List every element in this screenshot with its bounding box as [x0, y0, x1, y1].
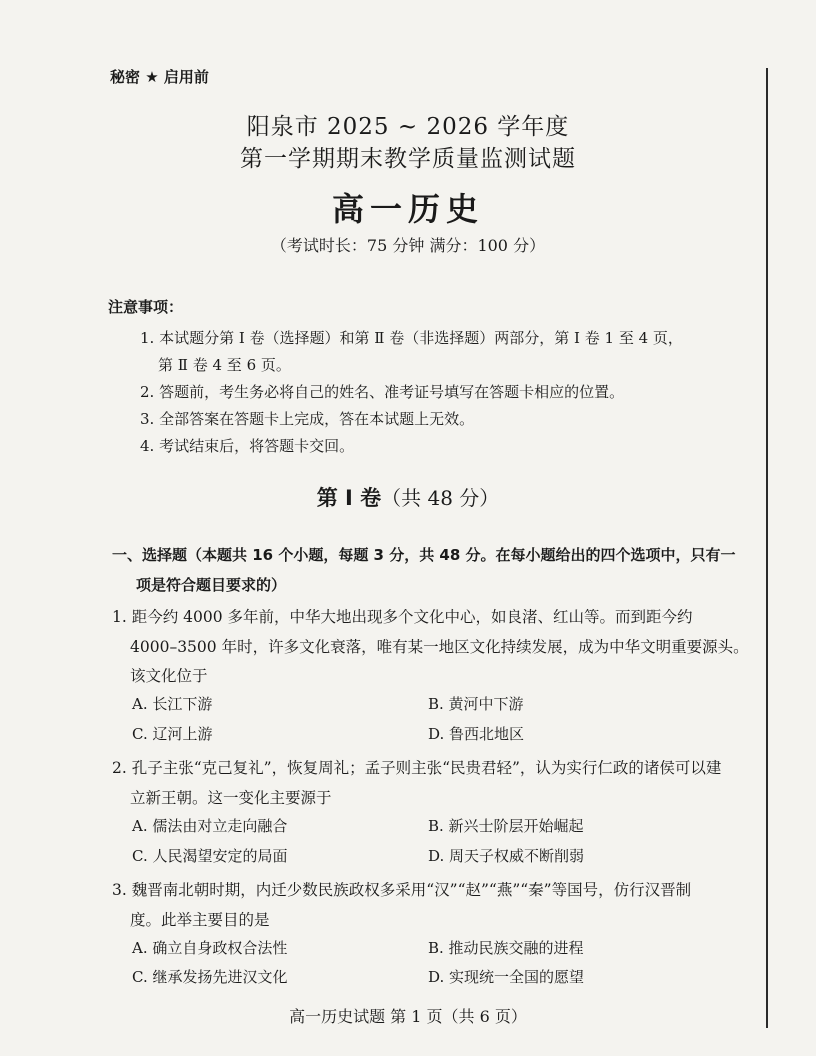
- question-2-option-a: A. 儒法由对立走向融合: [132, 817, 288, 835]
- note-item: 2. 答题前，考生务必将自己的姓名、准考证号填写在答题卡相应的位置。: [140, 383, 625, 401]
- question-2-option-d: D. 周天子权威不断削弱: [428, 847, 585, 865]
- question-1-option-d: D. 鲁西北地区: [428, 725, 525, 743]
- exam-title-line1: 阳泉市 2025 ~ 2026 学年度: [246, 114, 570, 140]
- note-item: 3. 全部答案在答题卡上完成，答在本试题上无效。: [140, 410, 475, 428]
- question-2-stem: 立新王朝。这一变化主要源于: [130, 789, 332, 807]
- notes-heading: 注意事项：: [108, 298, 184, 316]
- question-1-stem: 该文化位于: [130, 667, 208, 685]
- subject-title: 高一历史: [331, 190, 484, 228]
- exam-duration: （考试时长：75 分钟 满分：100 分）: [270, 236, 546, 255]
- note-item: 4. 考试结束后，将答题卡交回。: [140, 437, 355, 455]
- question-2-stem: 2. 孔子主张“克己复礼”，恢复周礼；孟子则主张“民贵君轻”，认为实行仁政的诸侯可以建: [112, 759, 722, 777]
- question-3-stem: 度。此举主要目的是: [130, 911, 270, 929]
- part-title: 第 Ⅰ 卷: [316, 486, 382, 510]
- question-3-stem: 3. 魏晋南北朝时期，内迁少数民族政权多采用“汉”“赵”“燕”“秦”等国号，仿行汉晋制: [112, 881, 692, 899]
- section-heading-cont: 项是符合题目要求的）: [136, 576, 287, 594]
- question-3-option-a: A. 确立自身政权合法性: [132, 939, 288, 957]
- question-1-option-c: C. 辽河上游: [132, 725, 213, 743]
- page-footer: 高一历史试题 第 1 页（共 6 页）: [289, 1007, 527, 1026]
- secret-label: 秘密 ★ 启用前: [110, 68, 209, 86]
- part-heading: [0, 482, 816, 512]
- note-item: 第 Ⅱ 卷 4 至 6 页。: [158, 356, 291, 374]
- exam-title-line2: 第一学期期末教学质量监测试题: [240, 146, 576, 172]
- question-2-option-b: B. 新兴士阶层开始崛起: [428, 817, 584, 835]
- section-heading: 一、选择题（本题共 16 个小题，每题 3 分，共 48 分。在每小题给出的四个选项中，只有一: [112, 546, 736, 564]
- part-score: （共 48 分）: [381, 486, 500, 510]
- note-item: 1. 本试题分第 Ⅰ 卷（选择题）和第 Ⅱ 卷（非选择题）两部分，第 Ⅰ 卷 1 至 4 页，: [140, 329, 683, 347]
- question-2-option-c: C. 人民渴望安定的局面: [132, 847, 288, 865]
- question-1-option-a: A. 长江下游: [132, 695, 213, 713]
- question-1-stem: 4000–3500 年时，许多文化衰落，唯有某一地区文化持续发展，成为中华文明重要源头。: [130, 638, 749, 656]
- question-1-stem: 1. 距今约 4000 多年前，中华大地出现多个文化中心，如良渚、红山等。而到距今约: [112, 608, 693, 626]
- question-3-option-b: B. 推动民族交融的进程: [428, 939, 584, 957]
- question-3-option-d: D. 实现统一全国的愿望: [428, 968, 585, 986]
- question-3-option-c: C. 继承发扬先进汉文化: [132, 968, 288, 986]
- question-1-option-b: B. 黄河中下游: [428, 695, 524, 713]
